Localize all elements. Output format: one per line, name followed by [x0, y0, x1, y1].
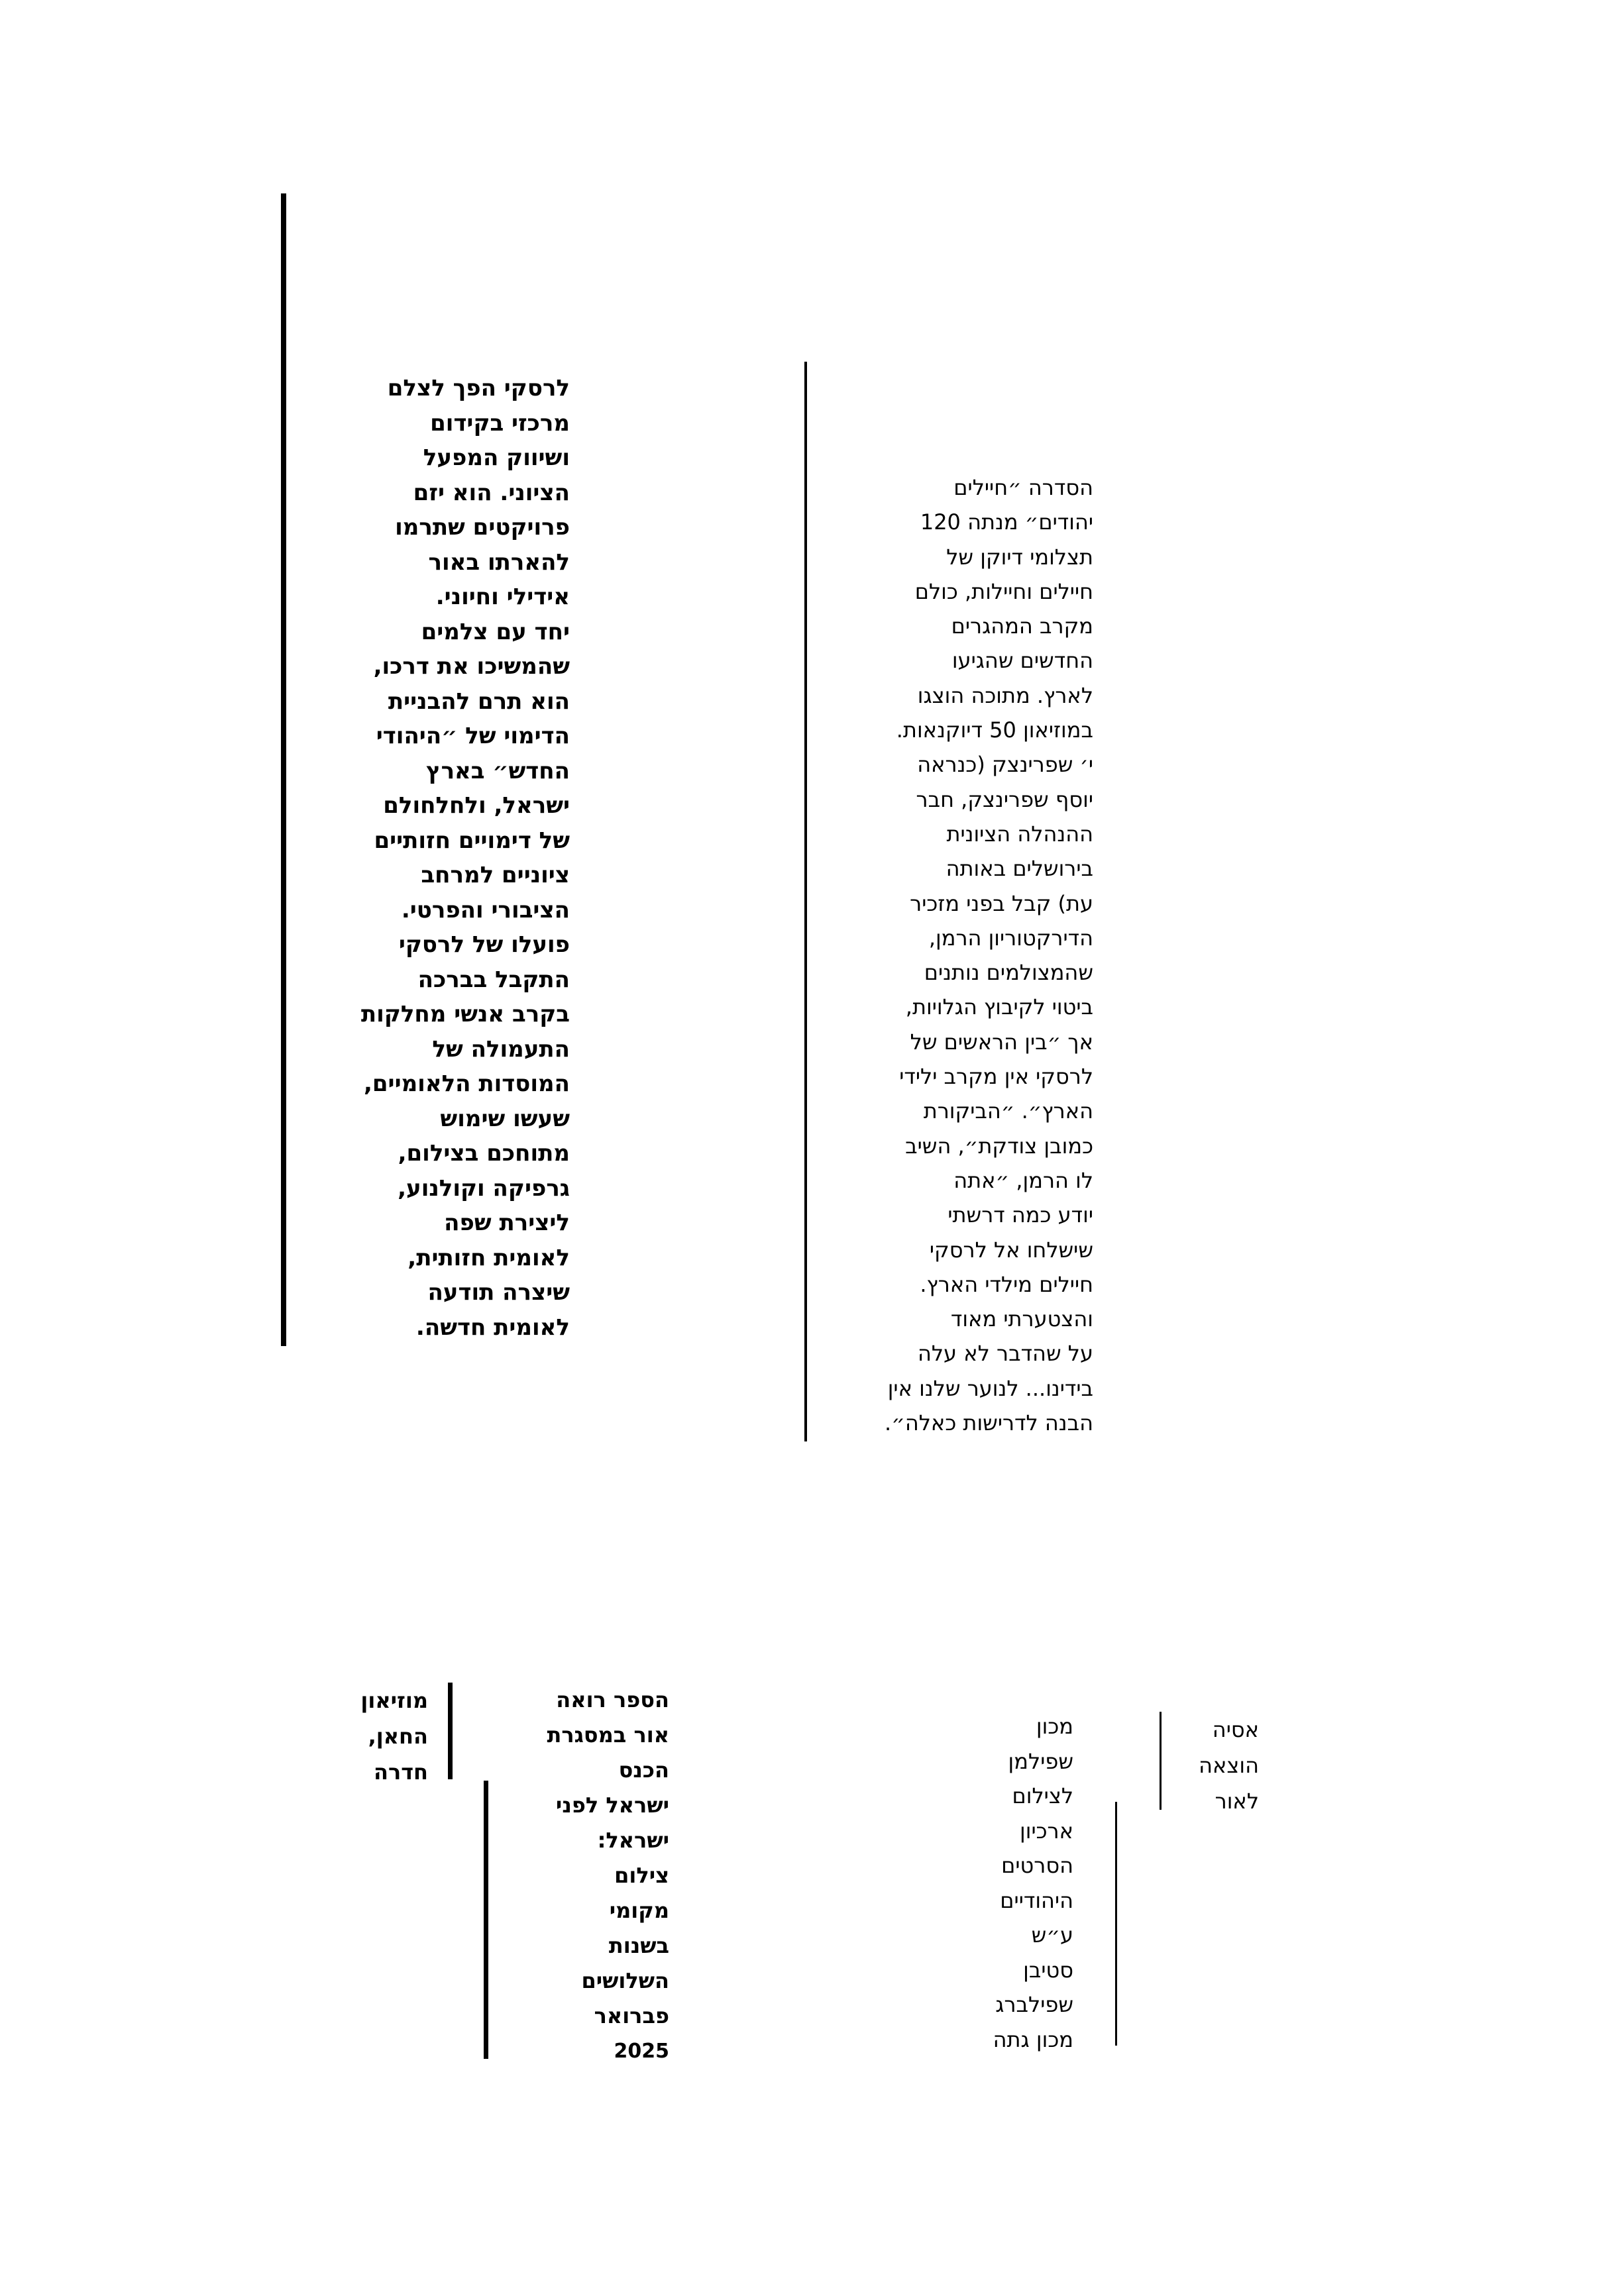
regular-text-line: אך ״בין הראשים של [910, 1029, 1093, 1055]
institution-line: שפילברג [995, 1992, 1073, 2017]
regular-text-column [848, 470, 1093, 1440]
museum-credit-line: חדרה [373, 1759, 428, 1785]
museum-rule [448, 1683, 453, 1779]
regular-text-line: לו הרמן, ״אתה [953, 1167, 1093, 1193]
bold-text-line: ישראל, ולחלחולם [383, 792, 570, 819]
book-event-credit [523, 1683, 669, 2069]
bold-text-line: לרסקי הפך לצלם [387, 375, 570, 401]
museum-credit-line: מוזיאון [360, 1688, 428, 1713]
book-event-line: הכנס [618, 1757, 669, 1783]
book-event-line: פברואר [594, 2003, 669, 2028]
regular-text-line: הבנה לדרישות כאלה״. [885, 1410, 1093, 1436]
bold-text-line: ושיווק המפעל [423, 444, 570, 471]
regular-text-line: חיילים מילדי הארץ. [920, 1271, 1093, 1297]
publisher-line: אסיה [1212, 1717, 1259, 1742]
bold-text-line: התעמולה של [432, 1035, 570, 1063]
regular-text-line: מקרב המהגרים [951, 613, 1093, 639]
regular-text-line: יהודים״ מנתה 120 [920, 509, 1093, 535]
regular-text-line: לארץ. מתוכה הוצגו [917, 682, 1093, 708]
regular-text-line: הדירקטוריון הרמן, [928, 925, 1093, 951]
regular-text-line: י׳ שפרינצק (כנראה [917, 752, 1093, 778]
bold-text-line: לאומית חדשה. [415, 1314, 570, 1341]
museum-credit-line: החאן, [368, 1724, 428, 1749]
bold-text-line: גרפיקה וקולנוע, [398, 1174, 570, 1202]
bold-text-line: שהמשיכו את דרכו, [373, 653, 570, 680]
institution-line: לצילום [1012, 1783, 1073, 1808]
bold-text-line: שעשו שימוש [440, 1105, 570, 1132]
regular-text-line: יודע כמה דרשתי [947, 1202, 1093, 1228]
regular-text-line: בירושלים באותה [946, 856, 1093, 882]
publisher-line: הוצאה [1199, 1753, 1259, 1778]
regular-text-line: על שהדבר לא עלה [917, 1341, 1093, 1367]
museum-credit [345, 1683, 428, 1790]
bold-text-line: להארתו באור [428, 548, 570, 576]
regular-text-line: הארץ״. ״הביקורת [923, 1098, 1093, 1124]
bold-text-line: פועלו של לרסקי [398, 931, 570, 958]
regular-text-line: יוסף שפרינצק, חבר [916, 786, 1093, 812]
book-event-line: מקומי [609, 1898, 669, 1923]
bold-text-line: הדימוי של ״היהודי [376, 723, 570, 749]
bold-text-line: בקרב אנשי מחלקות [360, 1001, 570, 1027]
regular-text-line: לרסקי אין מקרב ילידי [899, 1064, 1093, 1090]
bold-text-line: שיצרה תודעה [427, 1279, 570, 1306]
regular-text-line: הסדרה ״חיילים [953, 475, 1093, 500]
bold-text-line: הציבורי והפרטי. [401, 896, 570, 923]
book-rule [484, 1781, 488, 2059]
institution-line: ארכיון [1020, 1818, 1073, 1844]
regular-text-line: החדשים שהגיעו [951, 648, 1093, 674]
institution-line: סטיבן [1023, 1957, 1073, 1983]
bold-text-line: התקבל בברכה [417, 966, 570, 993]
bold-text-line: הוא תרם להבניית [388, 688, 570, 715]
event-year: 2025 [614, 2040, 669, 2063]
bold-text-line: לאומית חזותית, [407, 1244, 570, 1271]
regular-text-line: ביטוי לקיבוץ הגלויות, [905, 994, 1093, 1020]
regular-text-line: שישלחו אל לרסקי [929, 1237, 1093, 1263]
publisher-credit [1179, 1712, 1259, 1819]
regular-column-rule [804, 362, 807, 1441]
publisher-line: לאור [1215, 1789, 1259, 1814]
institutions-rule [1115, 1802, 1117, 2046]
regular-text-line: במוזיאון 50 דיוקנאות. [896, 717, 1093, 743]
bold-text-line: המוסדות הלאומיים, [363, 1070, 570, 1097]
bold-column-rule [281, 193, 286, 1346]
regular-text-line: בידינו... לנוער שלנו אין [887, 1375, 1093, 1401]
book-event-line: אור במסגרת [547, 1722, 669, 1748]
book-event-line: ישראל: [597, 1828, 669, 1853]
bold-text-line: מתוחכם בצילום, [398, 1140, 570, 1167]
bold-text-line: ליצירת שפה [444, 1210, 570, 1236]
book-event-line: בשנות [608, 1933, 669, 1958]
institutions-credit [961, 1709, 1073, 2057]
institution-line: מכון [1036, 1714, 1073, 1739]
bold-text-line: של דימויים חזותיים [374, 827, 570, 854]
institution-line: שפילמן [1008, 1748, 1073, 1774]
bold-text-line: הציוני. הוא יזם [413, 479, 570, 506]
institution-line: מכון גתה [993, 2026, 1073, 2052]
book-event-line: צילום [614, 1863, 669, 1888]
bold-text-line: אידילי וחיוני. [435, 584, 570, 610]
book-event-line: השלושים [581, 1968, 669, 1993]
regular-text-line: והצטערתי מאוד [950, 1306, 1093, 1332]
regular-text-line: שהמצולמים נותנים [924, 960, 1093, 986]
institution-line: הסרטים [1001, 1853, 1073, 1878]
bold-text-line: יחד עם צלמים [421, 618, 570, 645]
regular-text-line: תצלומי דיוקן של [946, 544, 1093, 570]
book-event-line: ישראל לפני [555, 1793, 669, 1818]
institution-line: היהודיים [1000, 1887, 1073, 1913]
bold-text-line: החדש״ בארץ [426, 757, 570, 784]
bold-text-line: מרכזי בקידום [430, 409, 570, 437]
regular-text-line: חיילים וחיילות, כולם [914, 578, 1093, 604]
regular-text-line: ההנהלה הציונית [946, 821, 1093, 847]
regular-text-line: עת) קבל בפני מזכיר [910, 890, 1093, 916]
regular-text-line: כמובן צודקת״, השיב [905, 1133, 1093, 1159]
book-event-line: הספר רואה [556, 1687, 669, 1712]
bold-text-column [325, 371, 570, 1345]
bold-text-line: פרויקטים שתרמו [395, 514, 570, 541]
publisher-rule [1160, 1712, 1162, 1810]
bold-text-line: ציוניים למרחב [421, 862, 570, 888]
institution-line: ע״ש [1031, 1922, 1073, 1948]
book-event-lines [523, 1683, 669, 2034]
